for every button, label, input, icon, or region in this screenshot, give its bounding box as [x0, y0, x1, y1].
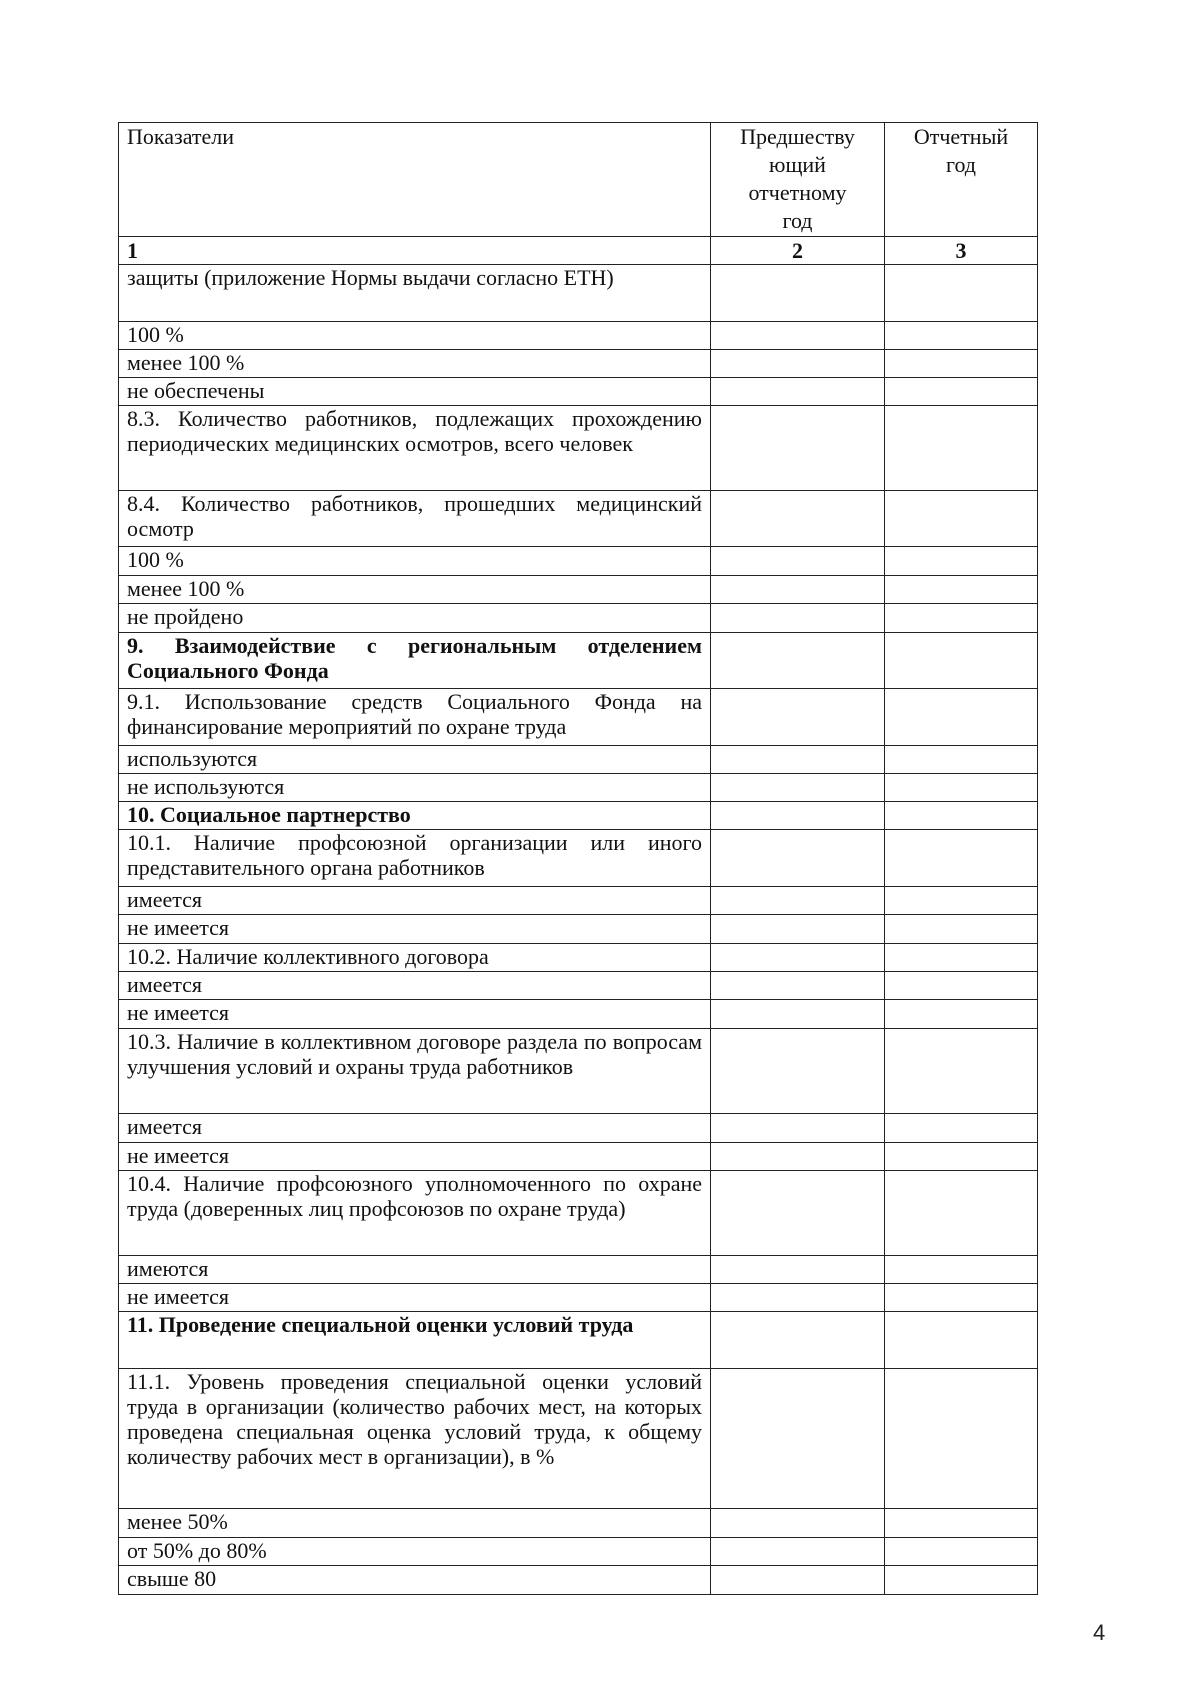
table-row [119, 1143, 1038, 1171]
indicator-cell: 8.3. Количество работников, подлежащих прохождению периодических медицинских осмотров, всего человек [119, 406, 711, 491]
previous-year-value-cell [711, 746, 885, 774]
indicator-cell: не используются [119, 774, 711, 802]
reporting-year-value-cell [885, 1538, 1038, 1566]
header-indicators: Показатели [119, 123, 711, 237]
previous-year-value-cell [711, 1284, 885, 1312]
indicator-cell: не имеется [119, 915, 711, 944]
reporting-year-value-cell [885, 689, 1038, 746]
previous-year-value-cell [711, 1566, 885, 1595]
column-number-2: 2 [711, 237, 885, 265]
indicator-cell: менее 100 % [119, 576, 711, 604]
reporting-year-value-cell [885, 802, 1038, 830]
indicator-cell: не обеспечены [119, 378, 711, 406]
indicator-cell: 100 % [119, 547, 711, 576]
table-row [119, 265, 1038, 322]
column-number-row [119, 237, 1038, 265]
table-row [119, 576, 1038, 604]
indicator-cell: от 50% до 80% [119, 1538, 711, 1566]
table-row [119, 491, 1038, 547]
reporting-year-value-cell [885, 972, 1038, 1000]
table-row [119, 1256, 1038, 1284]
previous-year-value-cell [711, 547, 885, 576]
table-row [119, 689, 1038, 746]
indicator-cell: менее 100 % [119, 350, 711, 378]
previous-year-value-cell [711, 1538, 885, 1566]
indicator-cell: не пройдено [119, 604, 711, 633]
table-row [119, 1538, 1038, 1566]
previous-year-value-cell [711, 944, 885, 972]
previous-year-value-cell [711, 972, 885, 1000]
column-number-3: 3 [885, 237, 1038, 265]
previous-year-value-cell [711, 1171, 885, 1256]
previous-year-value-cell [711, 576, 885, 604]
reporting-year-value-cell [885, 1284, 1038, 1312]
previous-year-value-cell [711, 265, 885, 322]
reporting-year-value-cell [885, 1312, 1038, 1369]
indicator-cell: не имеется [119, 1143, 711, 1171]
indicator-cell: используются [119, 746, 711, 774]
table-row [119, 746, 1038, 774]
previous-year-value-cell [711, 604, 885, 633]
reporting-year-value-cell [885, 915, 1038, 944]
header-previous-year: Предшеству ющий отчетному год [711, 123, 885, 237]
table-row [119, 1000, 1038, 1029]
reporting-year-value-cell [885, 265, 1038, 322]
indicator-cell: 10.2. Наличие коллективного договора [119, 944, 711, 972]
previous-year-value-cell [711, 633, 885, 689]
indicator-cell: защиты (приложение Нормы выдачи согласно ЕТН) [119, 265, 711, 322]
indicators-table [118, 122, 1038, 1595]
column-number-1: 1 [119, 237, 711, 265]
indicator-cell: имеется [119, 1114, 711, 1143]
table-row [119, 802, 1038, 830]
table-header-row [119, 123, 1038, 237]
table-row [119, 1284, 1038, 1312]
previous-year-value-cell [711, 406, 885, 491]
reporting-year-value-cell [885, 1114, 1038, 1143]
previous-year-value-cell [711, 1000, 885, 1029]
previous-year-value-cell [711, 887, 885, 915]
table-row [119, 915, 1038, 944]
indicator-cell: не имеется [119, 1000, 711, 1029]
indicator-cell: не имеется [119, 1284, 711, 1312]
table-row [119, 1114, 1038, 1143]
indicator-cell: 10.3. Наличие в коллективном договоре раздела по вопросам улучшения условий и охраны труда работников [119, 1029, 711, 1114]
reporting-year-value-cell [885, 322, 1038, 350]
table-row [119, 887, 1038, 915]
previous-year-value-cell [711, 322, 885, 350]
reporting-year-value-cell [885, 746, 1038, 774]
reporting-year-value-cell [885, 547, 1038, 576]
table-row [119, 378, 1038, 406]
table-row [119, 547, 1038, 576]
indicator-cell: 10.4. Наличие профсоюзного уполномоченного по охране труда (доверенных лиц профсоюзов по охране труда) [119, 1171, 711, 1256]
previous-year-value-cell [711, 1143, 885, 1171]
page-number: 4 [1093, 1620, 1106, 1645]
previous-year-value-cell [711, 774, 885, 802]
table-row [119, 322, 1038, 350]
table-row [119, 1369, 1038, 1509]
reporting-year-value-cell [885, 1000, 1038, 1029]
previous-year-value-cell [711, 1509, 885, 1538]
reporting-year-value-cell [885, 350, 1038, 378]
previous-year-value-cell [711, 1256, 885, 1284]
table-row [119, 1312, 1038, 1369]
indicator-cell: 9. Взаимодействие с региональным отделением Социального Фонда [119, 633, 711, 689]
table-row [119, 604, 1038, 633]
previous-year-value-cell [711, 915, 885, 944]
reporting-year-value-cell [885, 576, 1038, 604]
reporting-year-value-cell [885, 491, 1038, 547]
previous-year-value-cell [711, 350, 885, 378]
table-row [119, 830, 1038, 887]
reporting-year-value-cell [885, 774, 1038, 802]
indicator-cell: свыше 80 [119, 1566, 711, 1595]
previous-year-value-cell [711, 1029, 885, 1114]
previous-year-value-cell [711, 491, 885, 547]
header-reporting-year: Отчетный год [885, 123, 1038, 237]
previous-year-value-cell [711, 830, 885, 887]
reporting-year-value-cell [885, 944, 1038, 972]
indicator-cell: имеется [119, 887, 711, 915]
reporting-year-value-cell [885, 887, 1038, 915]
reporting-year-value-cell [885, 1369, 1038, 1509]
previous-year-value-cell [711, 802, 885, 830]
table-row [119, 944, 1038, 972]
table-row [119, 1029, 1038, 1114]
indicator-cell: менее 50% [119, 1509, 711, 1538]
table-row [119, 350, 1038, 378]
reporting-year-value-cell [885, 1256, 1038, 1284]
table-row [119, 1566, 1038, 1595]
reporting-year-value-cell [885, 1509, 1038, 1538]
previous-year-value-cell [711, 378, 885, 406]
reporting-year-value-cell [885, 406, 1038, 491]
indicator-cell: 10.1. Наличие профсоюзной организации или иного представительного органа работников [119, 830, 711, 887]
table-row [119, 1171, 1038, 1256]
reporting-year-value-cell [885, 633, 1038, 689]
indicator-cell: имеется [119, 972, 711, 1000]
indicator-cell: 11. Проведение специальной оценки условий труда [119, 1312, 711, 1369]
previous-year-value-cell [711, 1312, 885, 1369]
table-row [119, 774, 1038, 802]
previous-year-value-cell [711, 1114, 885, 1143]
previous-year-value-cell [711, 689, 885, 746]
table-row [119, 633, 1038, 689]
indicator-cell: 10. Социальное партнерство [119, 802, 711, 830]
table-row [119, 406, 1038, 491]
indicator-cell: 9.1. Использование средств Социального Фонда на финансирование мероприятий по охране труда [119, 689, 711, 746]
indicator-cell: имеются [119, 1256, 711, 1284]
table-row [119, 1509, 1038, 1538]
indicator-cell: 11.1. Уровень проведения специальной оценки условий труда в организации (количество рабочих мест, на которых проведена специальная оценка условий труда, к общему количеству рабочих мест в организации), в % [119, 1369, 711, 1509]
reporting-year-value-cell [885, 604, 1038, 633]
reporting-year-value-cell [885, 1171, 1038, 1256]
reporting-year-value-cell [885, 378, 1038, 406]
reporting-year-value-cell [885, 1143, 1038, 1171]
indicator-cell: 100 % [119, 322, 711, 350]
reporting-year-value-cell [885, 1566, 1038, 1595]
reporting-year-value-cell [885, 830, 1038, 887]
previous-year-value-cell [711, 1369, 885, 1509]
indicator-cell: 8.4. Количество работников, прошедших медицинский осмотр [119, 491, 711, 547]
table-row [119, 972, 1038, 1000]
reporting-year-value-cell [885, 1029, 1038, 1114]
